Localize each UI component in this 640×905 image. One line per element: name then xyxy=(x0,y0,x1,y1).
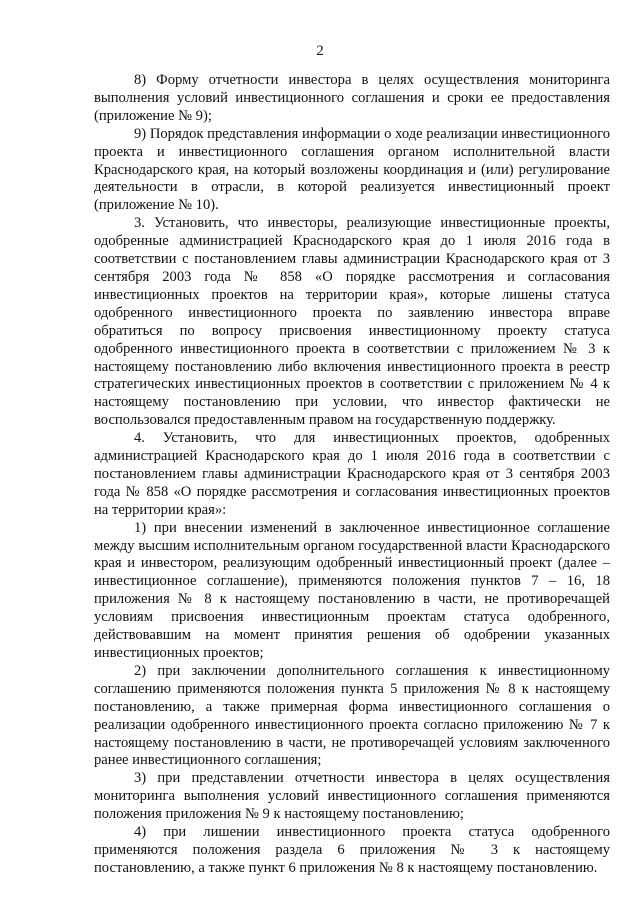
paragraph-clause-4: 4. Установить, что для инвестиционных проектов, одобренных администрацией Краснодарского края до 1 июля 2016 года в соответствии с постановлением главы администрации Краснодарского края от 3 сентября 2003 года № 858 «О порядке рассмотрения и согласования инвестиционных проектов на территории края»: xyxy=(94,430,610,518)
paragraph-subitem-4: 4) при лишении инвестиционного проекта статуса одобренного применяются положения раздела 6 приложения № 3 к настоящему постановлению, а также пункт 6 приложения № 8 к настоящему постановлению. xyxy=(94,824,610,876)
paragraph-clause-3: 3. Установить, что инвесторы, реализующие инвестиционные проекты, одобренные администрацией Краснодарского края до 1 июля 2016 года в соответствии с постановлением главы администрации Краснодарского края от 3 сентября 2003 года № 858 «О порядке рассмотрения и согласования инвестиционных проектов на территории края», которые лишены статуса одобренного инвестиционного проекта по заявлению инвестора вправе обратиться по вопросу присвоения инвестиционному проекту статуса одобренного инвестиционного проекта в соответствии с приложением № 3 к настоящему постановлению либо включения инвестиционного проекта в реестр стратегических инвестиционных проектов в соответствии с приложением № 4 к настоящему постановлению при условии, что инвестор фактически не воспользовался предоставленным правом на государственную поддержку. xyxy=(94,215,610,429)
paragraph-item-8: 8) Форму отчетности инвестора в целях осуществления мониторинга выполнения условий инвестиционного соглашения и сроки ее предоставления (приложение № 9); xyxy=(94,72,610,124)
paragraph-subitem-2: 2) при заключении дополнительного соглашения к инвестиционному соглашению применяются положения пункта 5 приложения № 8 к настоящему постановлению, а также примерная форма инвестиционного соглашения о реализации одобренного инвестиционного проекта согласно приложению № 7 к настоящему постановлению в части, не противоречащей условиям заключенного ранее инвестиционного соглашения; xyxy=(94,662,610,769)
paragraph-item-9: 9) Порядок представления информации о ходе реализации инвестиционного проекта и инвестиционного соглашения органом исполнительной власти Краснодарского края, на который возложены координация и (или) регулирование деятельности в отрасли, в которой реализуется инвестиционный проект (приложение № 10). xyxy=(94,125,610,214)
page-number: 2 xyxy=(316,43,324,59)
paragraph-subitem-1: 1) при внесении изменений в заключенное инвестиционное соглашение между высшим исполнительным органом государственной власти Краснодарского края и инвестором, реализующим одобренный инвестиционный проект (далее – инвестиционное соглашение), применяются положения пунктов 7 – 16, 18 приложения № 8 к настоящему постановлению в части, не противоречащей условиям присвоения инвестиционным проектам статуса одобренного, действовавшим на момент принятия решения об одобрении указанных инвестиционных проектов; xyxy=(94,519,610,661)
document-body xyxy=(94,72,610,878)
paragraph-subitem-3: 3) при представлении отчетности инвестора в целях осуществления мониторинга выполнения условий инвестиционного соглашения применяются положения приложения № 9 к настоящему постановлению; xyxy=(94,770,610,823)
